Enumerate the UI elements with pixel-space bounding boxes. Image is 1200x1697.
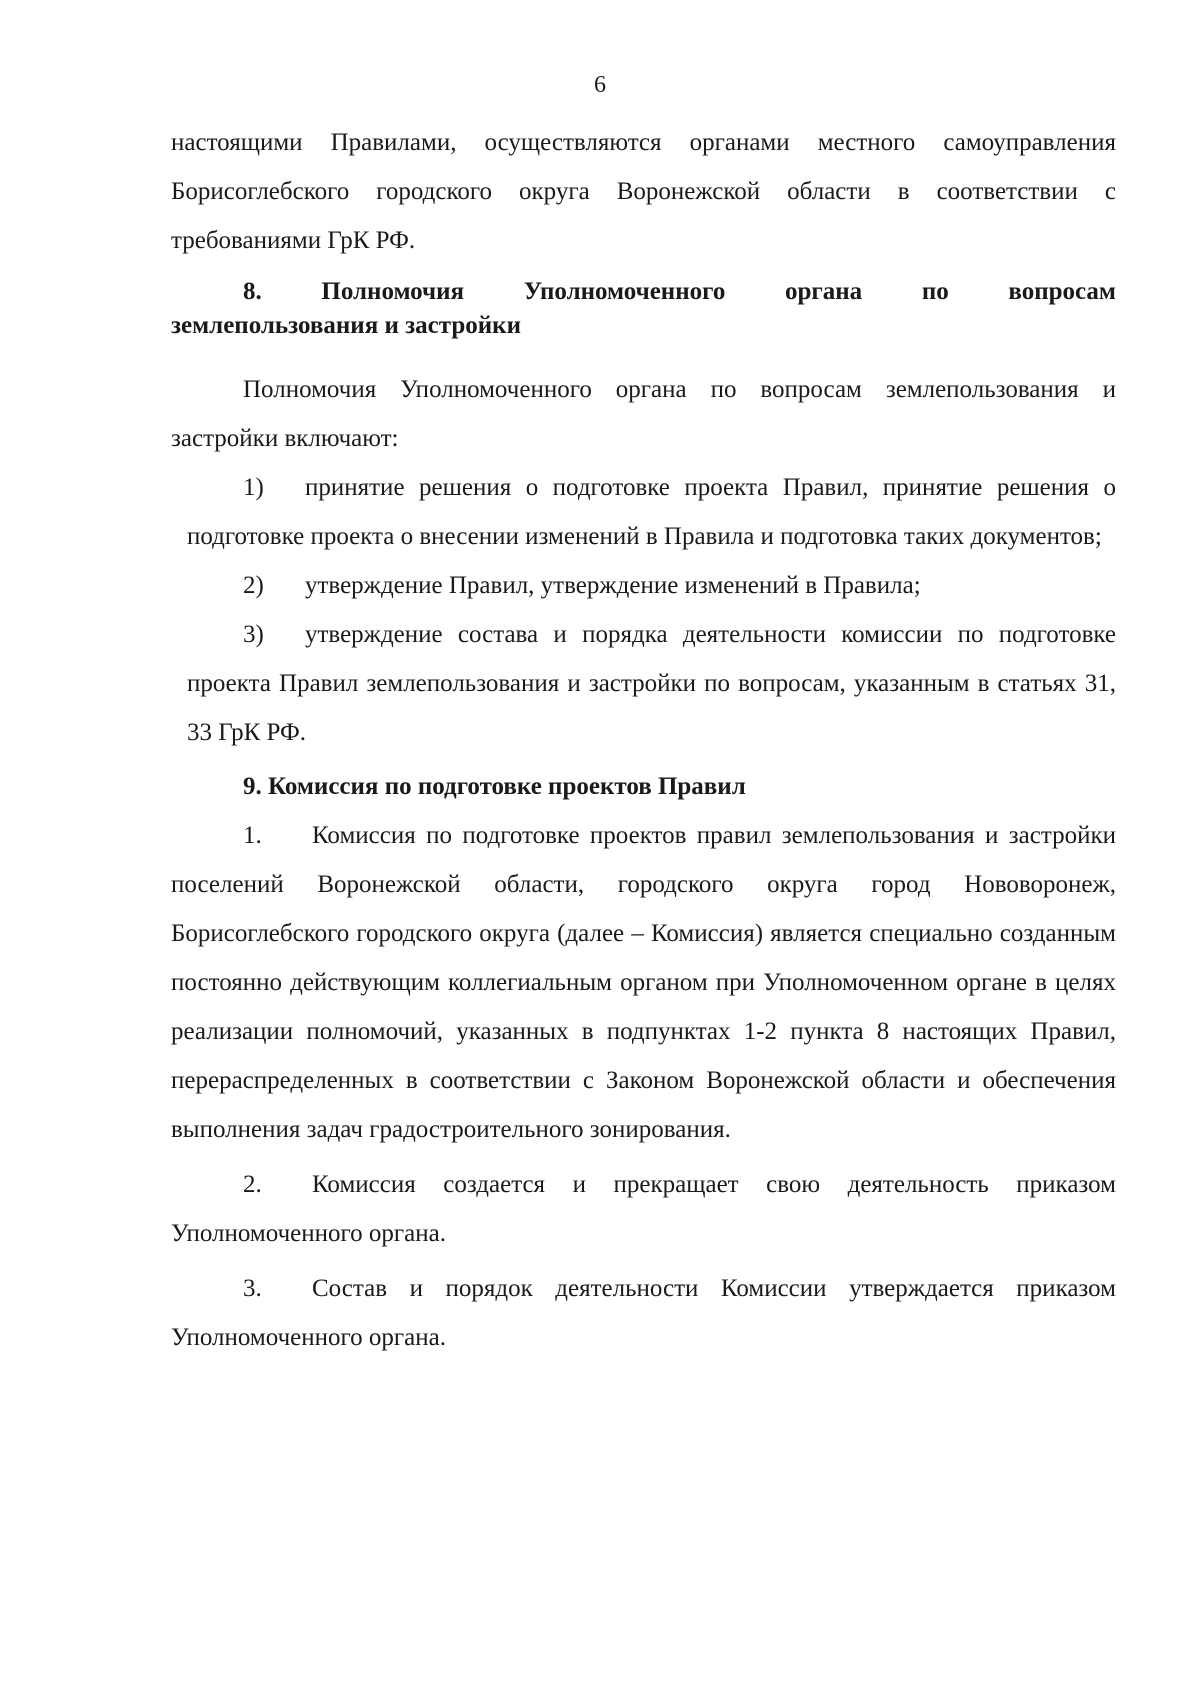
section-9-heading: 9. Комиссия по подготовке проектов Правил: [243, 773, 746, 800]
list-item-text: принятие решения о подготовке проекта Правил, принятие решения о подготовке проекта о внесении изменений в Правила и подготовка таких документов;: [187, 474, 1116, 550]
section-9-item-1: [171, 811, 1116, 1154]
section-8-item-2: [171, 561, 1116, 610]
section-8-heading-line1: [171, 275, 1116, 309]
intro-paragraph: настоящими Правилами, осуществляются органами местного самоуправления Борисоглебского городского округа Воронежской области в соответствии с требованиями ГрК РФ.: [171, 129, 1116, 254]
page-number: 6: [594, 72, 606, 98]
section-9-item-3: [171, 1264, 1116, 1362]
list-item-text: Комиссия создается и прекращает свою деятельность приказом Уполномоченного органа.: [171, 1171, 1116, 1247]
list-marker: 1.: [243, 822, 262, 849]
section-8-paragraph: Полномочия Уполномоченного органа по вопросам землепользования и застройки включают:: [171, 376, 1116, 452]
section-8-heading-word: вопросам: [1008, 278, 1116, 305]
list-marker: 2): [243, 572, 264, 599]
list-item-text: Комиссия по подготовке проектов правил землепользования и застройки поселений Воронежской области, городского округа город Нововоронеж, Борисоглебского городского округа (далее – Комиссия) является специально созданным постоянно действующим коллегиальным органом при Уполномоченном органе в целях реализации полномочий, указанных в подпунктах 1-2 пункта 8 настоящих Правил, перераспределенных в соответствии с Законом Воронежской области и обеспечения выполнения задач градостроительного зонирования.: [171, 822, 1116, 1143]
section-8-heading: [171, 275, 1116, 343]
list-marker: 3): [243, 621, 264, 648]
section-8-item-3: [171, 610, 1116, 757]
list-marker: 3.: [243, 1275, 262, 1302]
list-item-text: Состав и порядок деятельности Комиссии утверждается приказом Уполномоченного органа.: [171, 1275, 1116, 1351]
section-8-heading-word: по: [921, 278, 949, 305]
document-body: [171, 118, 1116, 1362]
section-8-heading-word: Полномочия: [321, 278, 465, 305]
section-8-heading-word: Уполномоченного: [523, 278, 726, 305]
section-8-heading-number: 8.: [243, 278, 262, 305]
list-marker: 2.: [243, 1171, 262, 1198]
section-8-heading-line2: землепользования и застройки: [171, 312, 521, 339]
list-item-text: утверждение состава и порядка деятельности комиссии по подготовке проекта Правил землепользования и застройки по вопросам, указанным в статьях 31, 33 ГрК РФ.: [187, 621, 1116, 746]
list-item-text: утверждение Правил, утверждение изменений в Правила;: [305, 572, 921, 599]
list-marker: 1): [243, 474, 264, 501]
section-8-item-1: [171, 463, 1116, 561]
section-9-item-2: [171, 1160, 1116, 1258]
section-8-heading-word: органа: [785, 278, 863, 305]
